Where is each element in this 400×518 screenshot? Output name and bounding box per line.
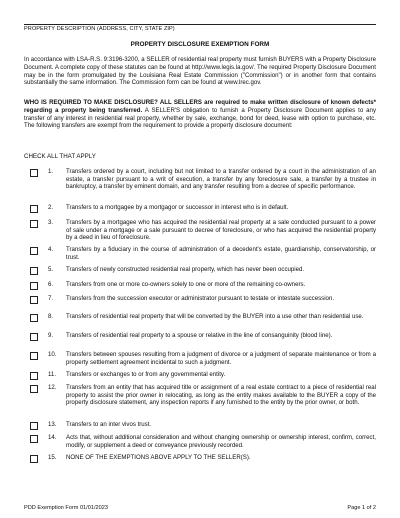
item-text: Transfers ordered by a court, including but not limited to a transfer ordered by a court in the administration of an estate, a transfer pursuant to a writ of execution, a transfer by any foreclosure sale, a transfer by a trustee in bankruptcy, a transfer by eminent domain, and any transfer resulting from a decree of specific performance. — [66, 168, 376, 191]
item-text: Transfers to a mortgagee by a mortgagor or successor in interest who is in default. — [66, 204, 289, 211]
property-description-label: PROPERTY DESCRIPTION (ADDRESS, CITY, STATE ZIP) — [24, 26, 175, 32]
page-number-footer: Page 1 of 2 — [347, 505, 376, 511]
item-text: NONE OF THE EXEMPTIONS ABOVE APPLY TO THE SELLER(S). — [66, 454, 251, 461]
checkbox-15[interactable] — [30, 455, 38, 463]
checkbox-10[interactable] — [30, 352, 38, 360]
item-number: 4. — [48, 246, 54, 253]
item-text: Transfers of residential real property to a spouse or relative in the line of consanguinity (blood line). — [66, 332, 333, 339]
item-number: 13. — [48, 421, 57, 428]
who-body: A SELLER'S obligation to furnish a Property Disclosure Document applies to any transfer of any interest in residential real property, whether by sale, exchange, bond for deed, lease with option to purchase, etc. The following transfers are exempt from the requirement to provide a property disclosure document: — [24, 106, 376, 130]
form-id-footer: PDD Exemption Form 01/01/2023 — [24, 505, 108, 511]
check-all-label: CHECK ALL THAT APPLY — [24, 153, 96, 160]
item-text: Transfers from an entity that has acquired title or assignment of a real estate contract to a piece of residential real property to assist the prior owner in relocating, as long as the entity makes available to the BUYER a copy of the property disclosure statement, any inspection reports if any furnished to the entity by the prior owner, or both. — [66, 384, 376, 407]
property-description-line[interactable] — [24, 24, 376, 25]
document-page — [24, 0, 376, 518]
checkbox-2[interactable] — [30, 205, 38, 213]
item-text: Transfers from the succession executor or administrator pursuant to testate or intestate succession. — [66, 295, 335, 302]
item-number: 2. — [48, 204, 54, 211]
item-number: 8. — [48, 313, 54, 320]
item-number: 7. — [48, 295, 54, 302]
form-title: PROPERTY DISCLOSURE EXEMPTION FORM — [130, 41, 270, 48]
item-number: 12. — [48, 384, 57, 391]
item-text: Transfers to an inter vivos trust. — [66, 421, 152, 428]
item-text: Transfers by a fiduciary in the course of administration of a decedent's estate, guardianship, conservatorship, or trust. — [66, 246, 376, 261]
who-paragraph — [24, 99, 376, 130]
checkbox-3[interactable] — [30, 220, 38, 228]
item-number: 6. — [48, 281, 54, 288]
item-number: 5. — [48, 266, 54, 273]
item-number: 11. — [48, 371, 57, 378]
item-number: 14. — [48, 434, 57, 441]
checkbox-13[interactable] — [30, 422, 38, 430]
checkbox-11[interactable] — [30, 372, 38, 380]
item-text: Acts that, without additional consideration and without changing ownership or ownership interest, confirm, correct, modify, or supplement a deed or conveyance previously recorded. — [66, 434, 376, 449]
item-text: Transfers of newly constructed residential real property, which has never been occupied. — [66, 266, 305, 273]
item-number: 3. — [48, 219, 54, 226]
item-text: Transfers or exchanges to or from any governmental entity. — [66, 371, 226, 378]
item-text: Transfers by a mortgagee who has acquired the residential real property at a sale conducted pursuant to a power of sale under a mortgage or a sale pursuant to decree of foreclosure, or who has acquired the residential property by a deed in lieu of foreclosure. — [66, 219, 376, 242]
item-text: Transfers from one or more co-owners solely to one or more of the remaining co-owners. — [66, 281, 306, 288]
checkbox-7[interactable] — [30, 296, 38, 304]
item-number: 9. — [48, 332, 54, 339]
checkbox-6[interactable] — [30, 282, 38, 290]
checkbox-12[interactable] — [30, 385, 38, 393]
checkbox-9[interactable] — [30, 333, 38, 341]
checkbox-14[interactable] — [30, 435, 38, 443]
checkbox-1[interactable] — [30, 169, 38, 177]
checkbox-8[interactable] — [30, 314, 38, 322]
item-text: Transfers between spouses resulting from a judgment of divorce or a judgment of separate maintenance or from a property settlement agreement incidental to such a judgment. — [66, 351, 376, 366]
item-number: 15. — [48, 454, 57, 461]
item-number: 1. — [48, 168, 54, 175]
checkbox-4[interactable] — [30, 247, 38, 255]
who-heading: WHO IS REQUIRED TO MAKE DISCLOSURE? ALL SELLERS are required to make written disclosure of known defects* regarding a property being transferred. — [24, 99, 376, 114]
item-text: Transfers of residential real property that will be converted by the BUYER into a use other than residential use. — [66, 313, 364, 320]
item-number: 10. — [48, 351, 57, 358]
checkbox-5[interactable] — [30, 267, 38, 275]
intro-paragraph: In accordance with LSA-R.S. 9:3196-3200, a SELLER of residential real property must furnish BUYERS with a Property Disclosure Document. A complete copy of these statutes can be found at http://www.legis.la.gov/. The required Property Disclosure Document may be in the form promulgated by the Louisiana Real Estate Commission ("Commission") or in another form that contains substantially the same information. The Commission form can be found at www.lrec.gov. — [24, 56, 376, 87]
